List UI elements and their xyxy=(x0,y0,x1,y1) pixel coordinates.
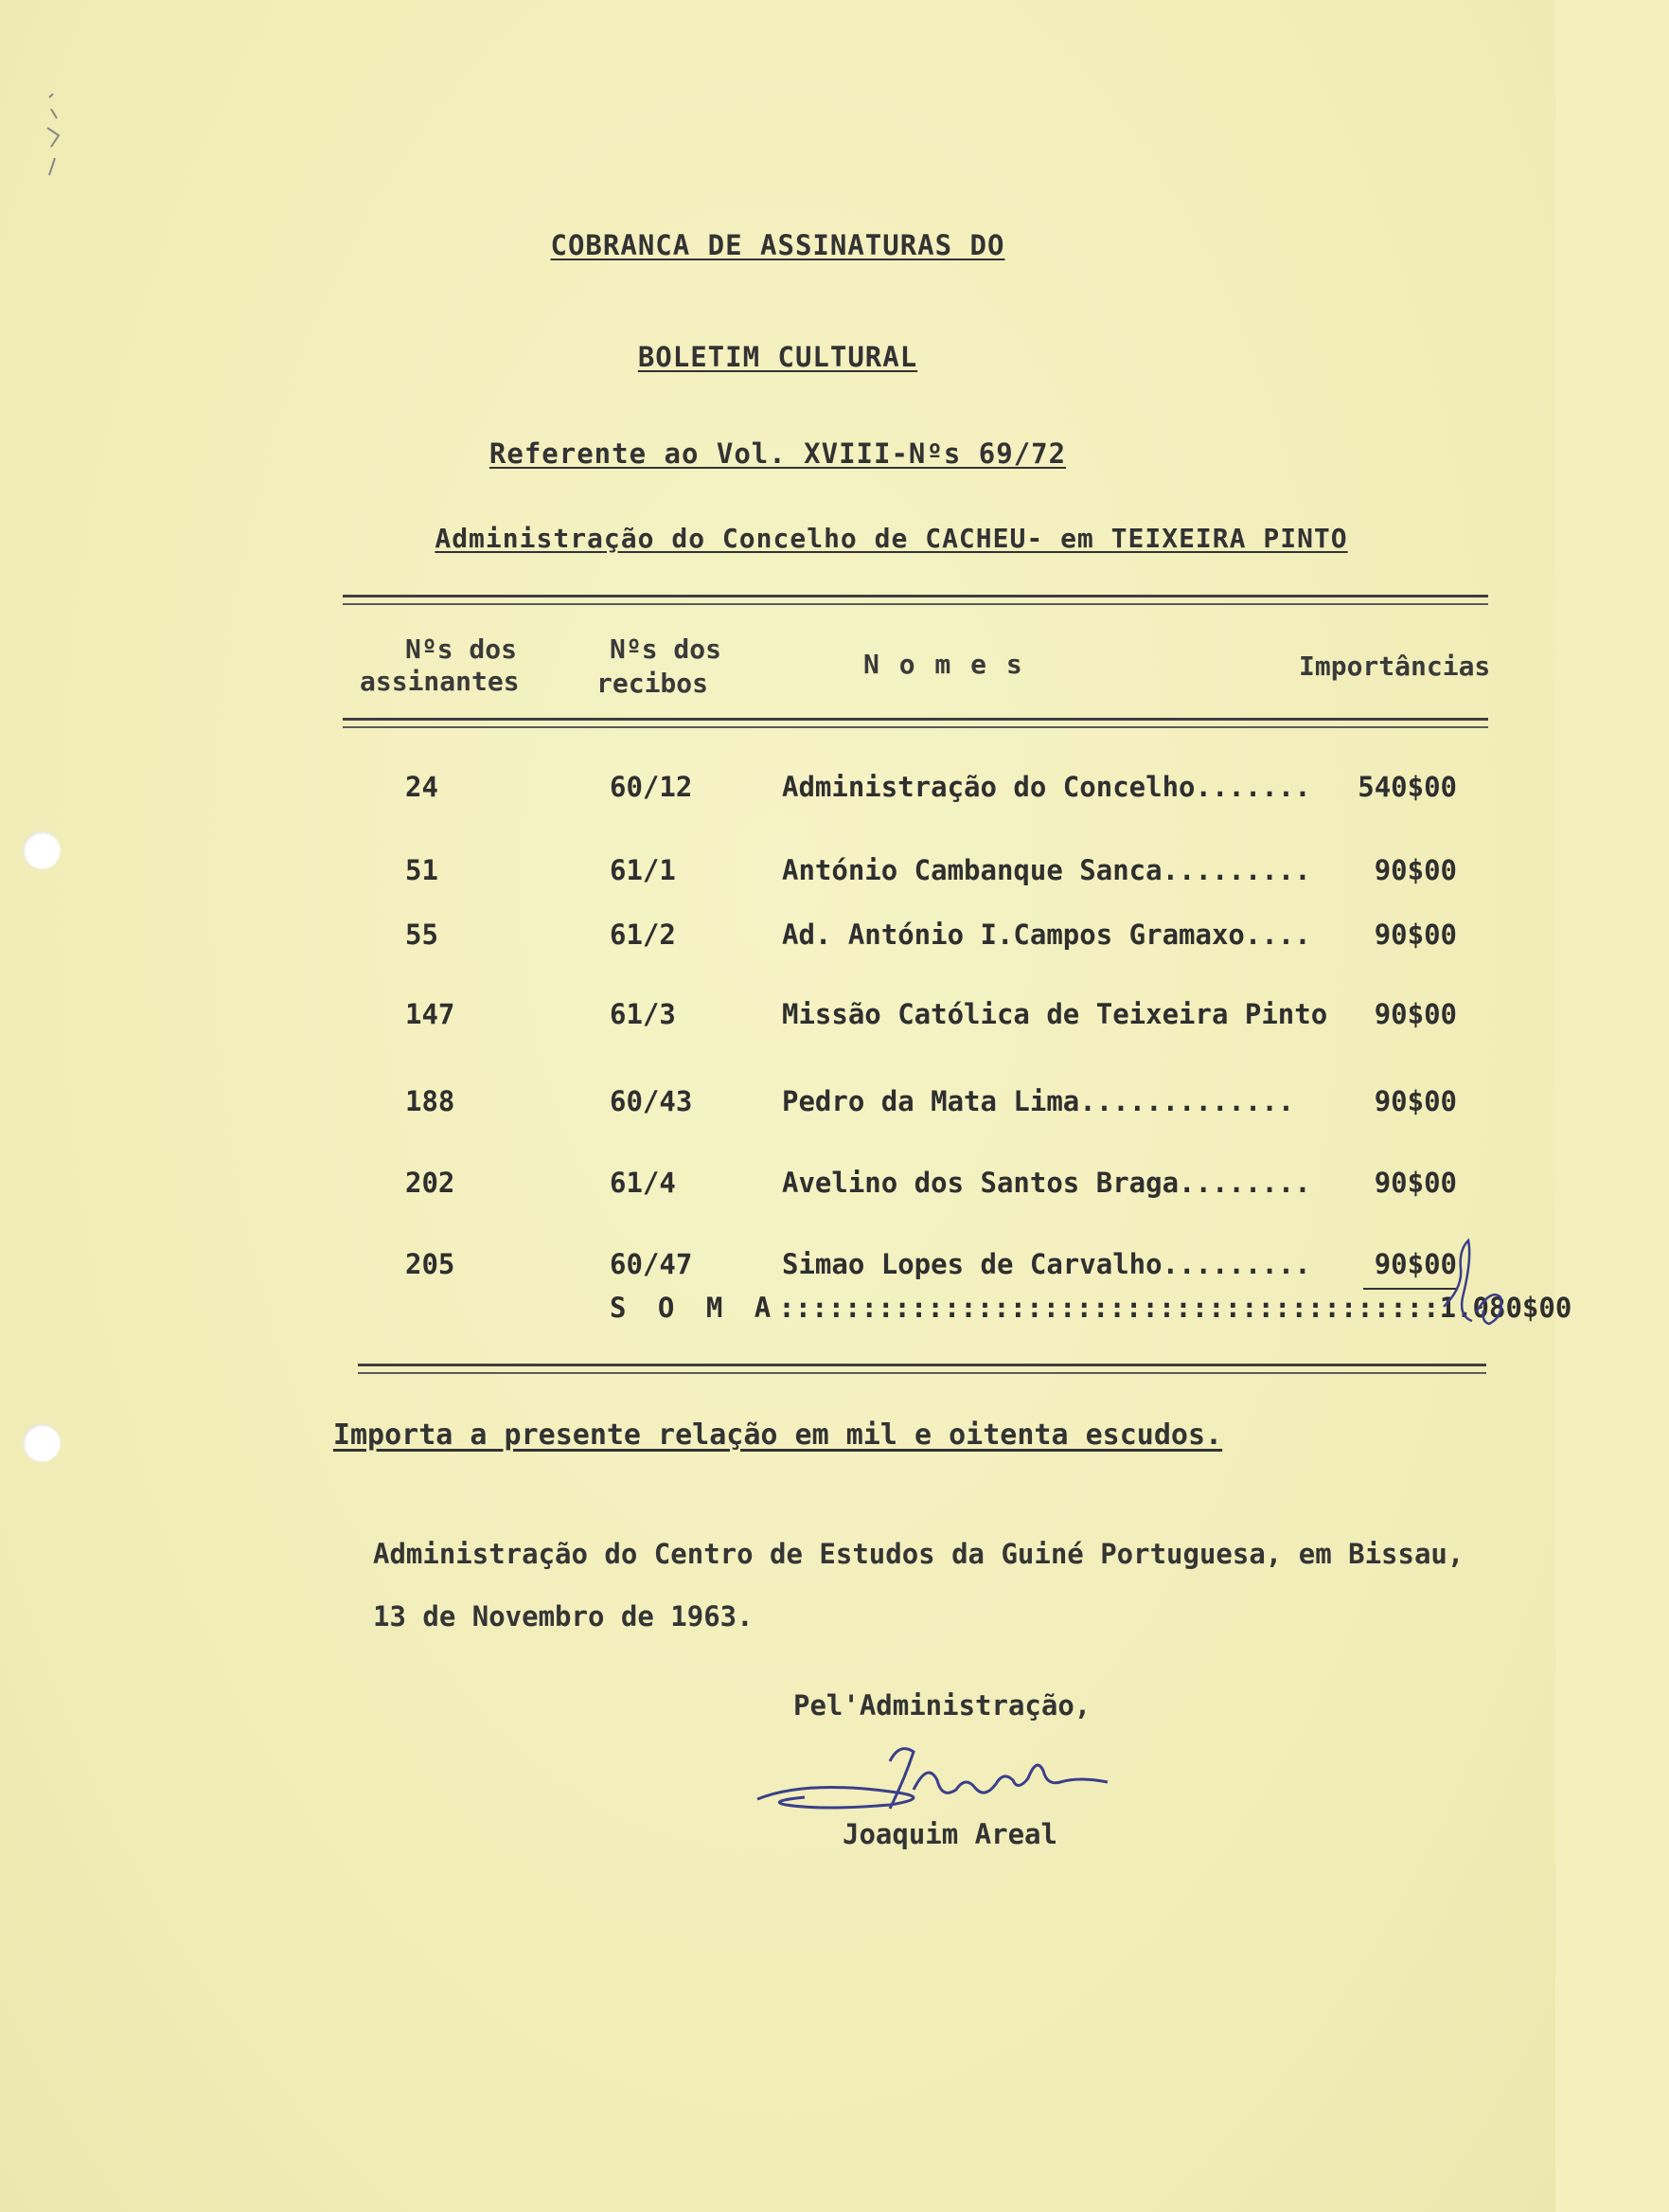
recibo-number: 60/43 xyxy=(610,1085,693,1117)
amount-statement: Importa a presente relação em mil e oitenta escudos. xyxy=(332,1418,1223,1452)
sum-row xyxy=(610,1292,1571,1324)
sum-fill: :::::::::::::::::::::::::::::::::::::::: xyxy=(778,1292,1440,1324)
header-recibos-1: Nºs dos xyxy=(610,633,722,665)
closing-line: Pel'Administração, xyxy=(793,1689,1092,1721)
subscriber-name: Ad. António I.Campos Gramaxo.... xyxy=(782,919,1311,951)
amount: 90$00 xyxy=(1374,1248,1457,1280)
subscriber-name: Missão Católica de Teixeira Pinto xyxy=(782,998,1328,1030)
title-line-2: BOLETIM CULTURAL xyxy=(637,341,918,373)
recibo-number: 60/47 xyxy=(610,1248,693,1280)
table-row xyxy=(0,998,1555,1040)
assinante-number: 55 xyxy=(405,919,438,951)
table-row xyxy=(0,919,1555,960)
sum-value: 1.080$00 xyxy=(1439,1292,1572,1324)
amount: 540$00 xyxy=(1358,771,1457,803)
recibo-number: 61/3 xyxy=(610,998,676,1030)
table-row xyxy=(0,1167,1555,1208)
assinante-number: 147 xyxy=(405,998,455,1030)
margin-mark xyxy=(38,90,76,194)
assinante-number: 205 xyxy=(405,1248,455,1280)
assinante-number: 24 xyxy=(405,771,438,803)
amount: 90$00 xyxy=(1374,854,1457,886)
table-row xyxy=(0,854,1555,896)
header-recibos-2: recibos xyxy=(596,668,709,699)
subscriber-name: Avelino dos Santos Braga........ xyxy=(782,1167,1311,1199)
subscriber-name: Simao Lopes de Carvalho......... xyxy=(782,1248,1311,1280)
amount: 90$00 xyxy=(1374,919,1457,951)
subscriber-name: Pedro da Mata Lima............. xyxy=(782,1085,1295,1117)
table-row xyxy=(0,771,1555,812)
header-assinantes-1: Nºs dos xyxy=(405,633,518,665)
place-date-paragraph: Administração do Centro de Estudos da Guiné Portuguesa, em Bissau, 13 de Novembro de 1963. xyxy=(373,1538,1465,1632)
header-nomes: N o m e s xyxy=(863,649,1024,680)
header-importancias: Importâncias xyxy=(1299,651,1491,682)
title-line-1: COBRANCA DE ASSINATURAS DO xyxy=(550,229,1005,261)
administration-line: Administração do Concelho de CACHEU- em TEIXEIRA PINTO xyxy=(435,523,1348,554)
recibo-number: 61/1 xyxy=(610,854,676,886)
assinante-number: 202 xyxy=(405,1167,455,1199)
table-row xyxy=(0,1085,1555,1127)
recibo-number: 61/2 xyxy=(610,919,676,951)
assinante-number: 188 xyxy=(405,1085,455,1117)
amount: 90$00 xyxy=(1374,998,1457,1030)
reference-line: Referente ao Vol. XVIII-Nºs 69/72 xyxy=(488,437,1067,470)
table-row xyxy=(0,1248,1555,1290)
amount: 90$00 xyxy=(1374,1167,1457,1199)
table-top-rule xyxy=(343,595,1488,605)
recibo-number: 60/12 xyxy=(610,771,693,803)
handwritten-initial xyxy=(1434,1231,1519,1335)
amount: 90$00 xyxy=(1374,1085,1457,1117)
header-assinantes-2: assinantes xyxy=(360,666,520,697)
sum-label: S O M A xyxy=(610,1292,779,1324)
table-bottom-rule xyxy=(358,1364,1486,1374)
subscriber-name: Administração do Concelho....... xyxy=(782,771,1311,803)
signer-name: Joaquim Areal xyxy=(843,1818,1057,1850)
recibo-number: 61/4 xyxy=(610,1167,676,1199)
assinante-number: 51 xyxy=(405,854,438,886)
table-header-rule xyxy=(343,718,1488,728)
subscriber-name: António Cambanque Sanca......... xyxy=(782,854,1311,886)
